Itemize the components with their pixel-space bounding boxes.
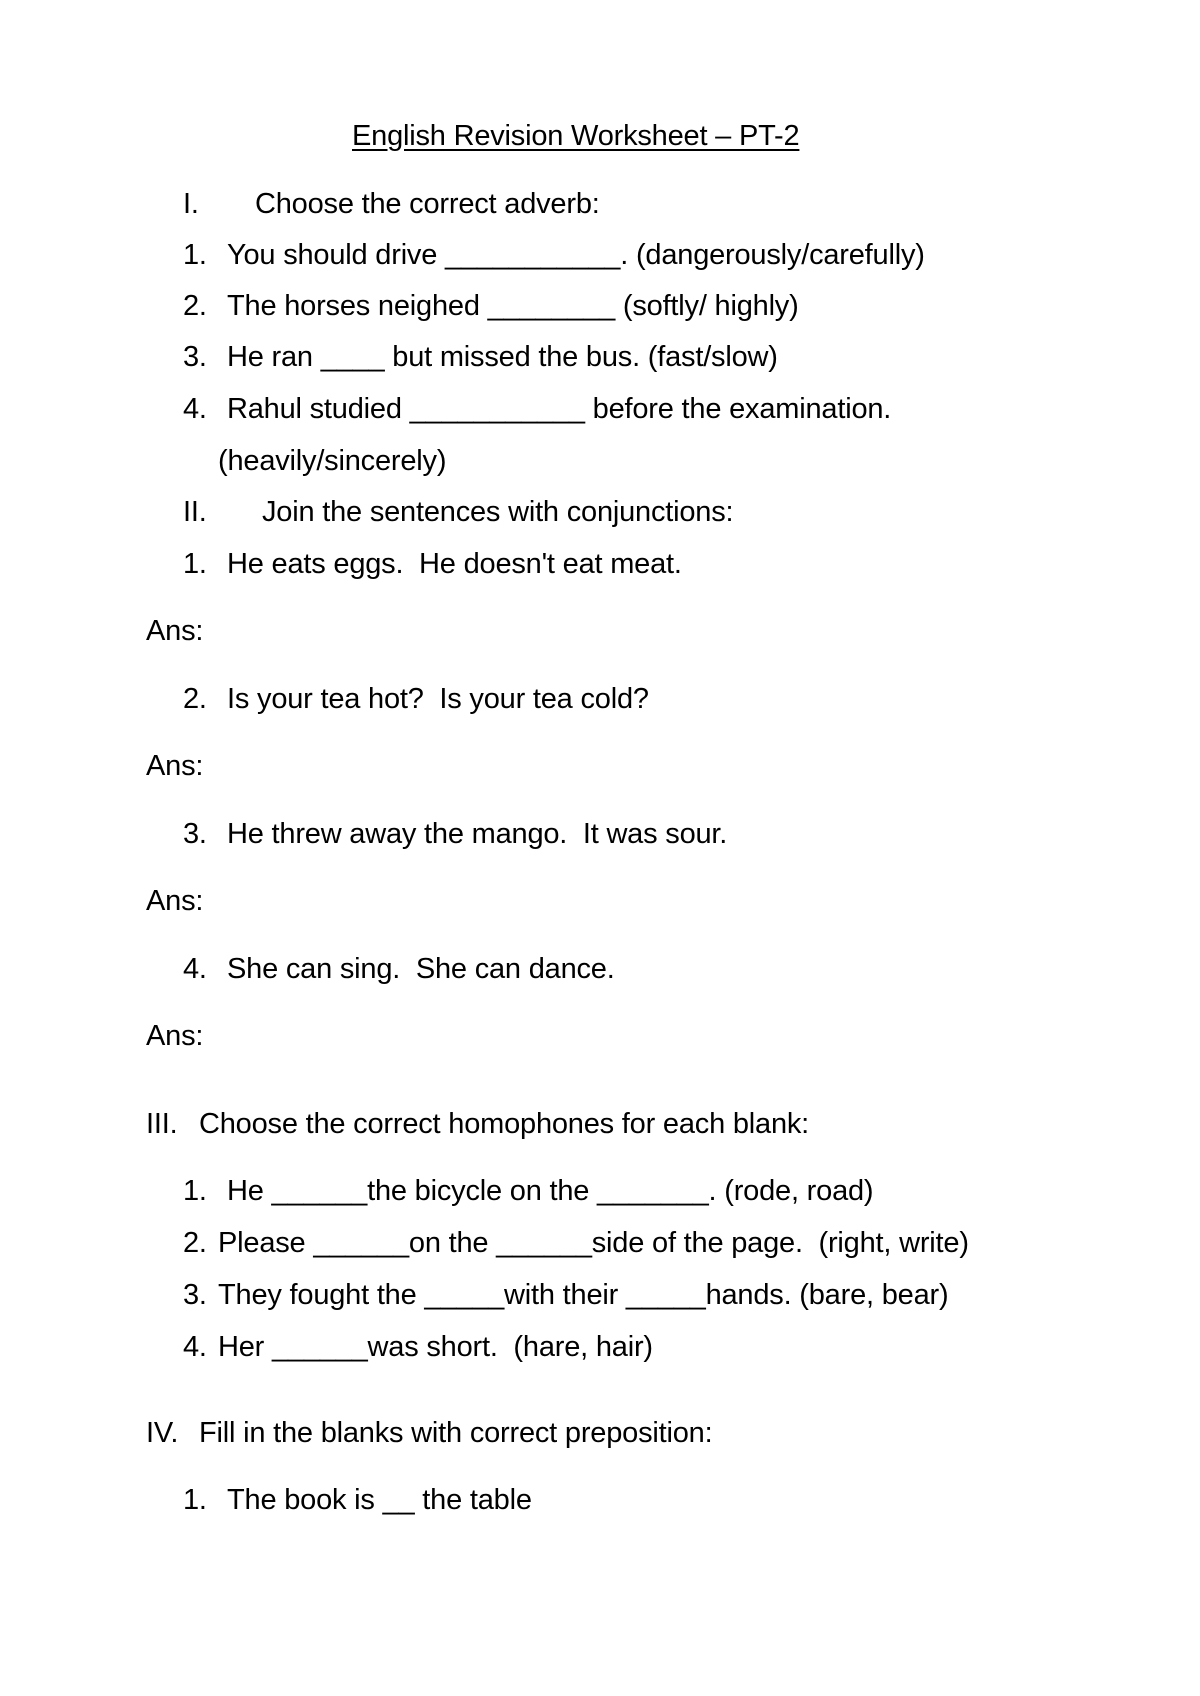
s2-item-4-answer: Ans: (146, 1020, 204, 1052)
section-4-heading: Fill in the blanks with correct preposition: (199, 1417, 713, 1449)
s3-item-4-num: 4. (183, 1331, 207, 1363)
s2-item-3-answer: Ans: (146, 885, 204, 917)
s1-item-1-num: 1. (183, 239, 207, 271)
s3-item-3-text: They fought the _____with their _____hands. (bare, bear) (218, 1279, 949, 1311)
section-2-heading: Join the sentences with conjunctions: (262, 496, 734, 528)
s2-item-1-answer: Ans: (146, 615, 204, 647)
s1-item-4-continuation: (heavily/sincerely) (218, 445, 447, 477)
s3-item-3-num: 3. (183, 1279, 207, 1311)
s2-item-2-text: Is your tea hot? Is your tea cold? (227, 683, 649, 715)
s2-item-1-num: 1. (183, 548, 207, 580)
s1-item-4-num: 4. (183, 393, 207, 425)
s1-item-1-text: You should drive ___________. (dangerously/carefully) (227, 239, 925, 271)
s3-item-1-text: He ______the bicycle on the _______. (rode, road) (227, 1175, 874, 1207)
page-title: English Revision Worksheet – PT-2 (352, 120, 800, 152)
section-1-label: I. (183, 188, 199, 220)
s1-item-3-num: 3. (183, 341, 207, 373)
s3-item-4-text: Her ______was short. (hare, hair) (218, 1331, 653, 1363)
section-1-heading: Choose the correct adverb: (255, 188, 600, 220)
section-3-label: III. (146, 1108, 178, 1140)
section-2-label: II. (183, 496, 207, 528)
s2-item-3-text: He threw away the mango. It was sour. (227, 818, 728, 850)
s2-item-4-num: 4. (183, 953, 207, 985)
s2-item-4-text: She can sing. She can dance. (227, 953, 615, 985)
s2-item-2-num: 2. (183, 683, 207, 715)
s3-item-2-num: 2. (183, 1227, 207, 1259)
s1-item-2-text: The horses neighed ________ (softly/ highly) (227, 290, 799, 322)
section-3-heading: Choose the correct homophones for each blank: (199, 1108, 810, 1140)
s4-item-1-num: 1. (183, 1484, 207, 1516)
section-4-label: IV. (146, 1417, 179, 1449)
s2-item-2-answer: Ans: (146, 750, 204, 782)
s2-item-1-text: He eats eggs. He doesn't eat meat. (227, 548, 682, 580)
s1-item-2-num: 2. (183, 290, 207, 322)
s1-item-4-text: Rahul studied ___________ before the examination. (227, 393, 892, 425)
s4-item-1-text: The book is __ the table (227, 1484, 532, 1516)
s3-item-1-num: 1. (183, 1175, 207, 1207)
s2-item-3-num: 3. (183, 818, 207, 850)
s1-item-3-text: He ran ____ but missed the bus. (fast/slow) (227, 341, 778, 373)
s3-item-2-text: Please ______on the ______side of the page. (right, write) (218, 1227, 969, 1259)
